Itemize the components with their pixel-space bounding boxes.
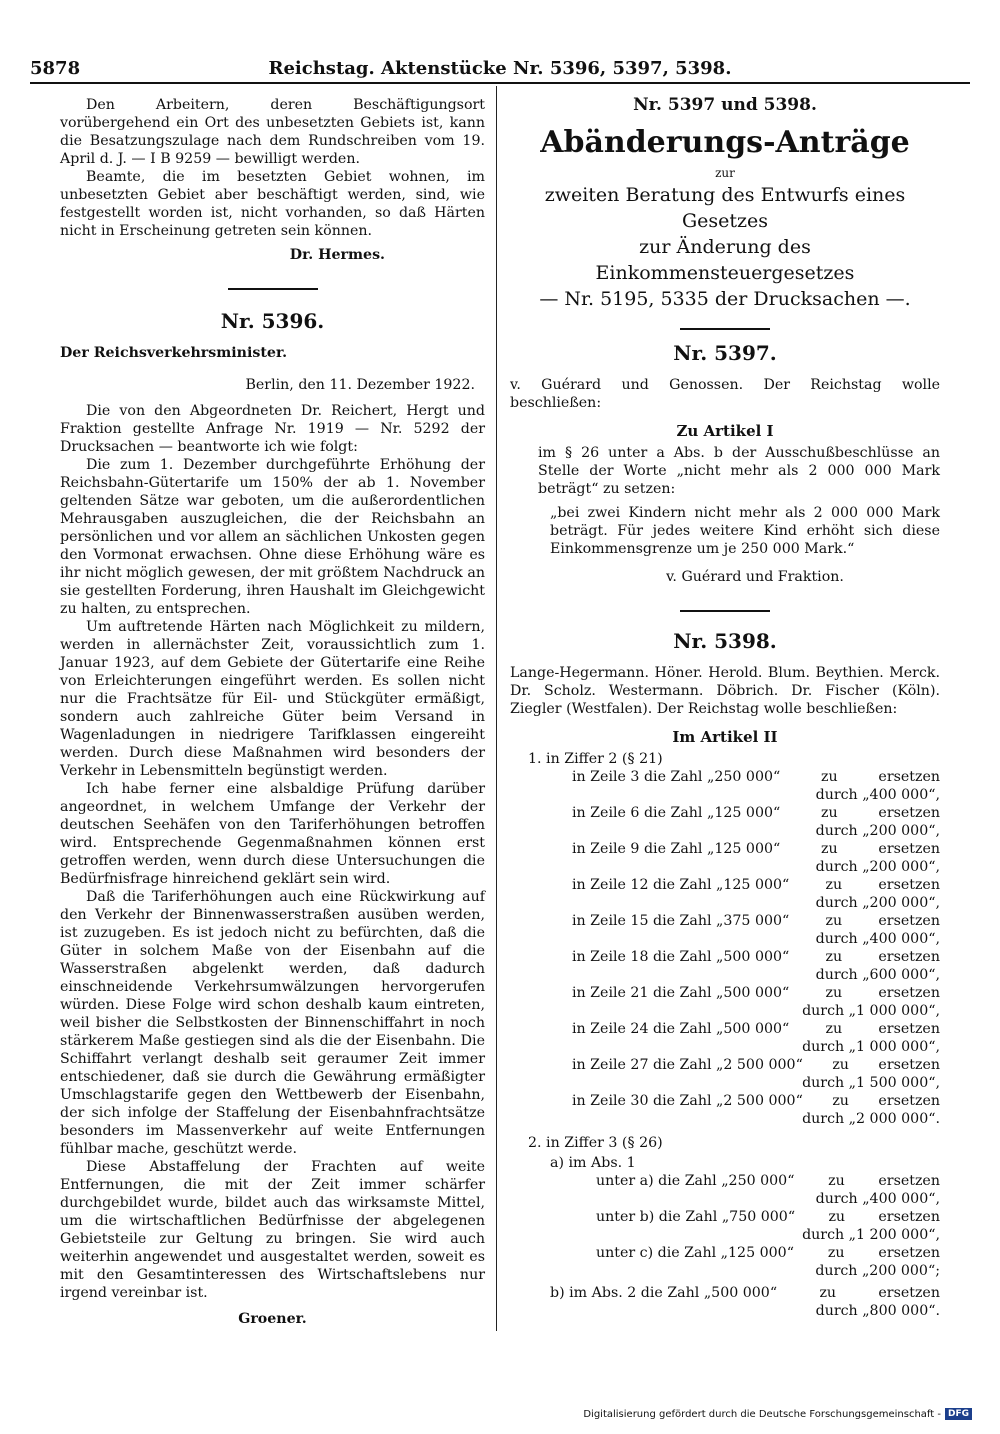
amendment-row-b: zu (821, 769, 838, 785)
amendment-row-c: ersetzen (878, 949, 940, 965)
right-column (510, 96, 940, 1320)
page-number: 5878 (30, 58, 81, 79)
amendment-row-durch: durch „400 000“, (815, 931, 940, 947)
amendment-row-durch: durch „400 000“, (815, 1191, 940, 1207)
section-rule (680, 610, 770, 612)
amendment-row-c: ersetzen (878, 1057, 940, 1073)
date-line: Berlin, den 11. Dezember 1922. (245, 377, 475, 393)
amendment-row-c: ersetzen (878, 985, 940, 1001)
paragraph: Den Arbeitern, deren Beschäftigungsort vorübergehend ein Ort des unbesetzten Gebiets ist, kann die Besatzungszulage nach dem Rundschreiben vom 19. April d. J. — I B 9259 — bewilligt werden. (60, 97, 485, 167)
footer-text: Digitalisierung gefördert durch die Deutsche Forschungsgemeinschaft - (583, 1408, 941, 1420)
amendment-row-a: in Zeile 6 die Zahl „125 000“ (572, 805, 781, 821)
amendment-row (510, 1056, 940, 1092)
amendment-row-b: zu (825, 877, 843, 893)
paragraph: Diese Abstaffelung der Frachten auf weite Entfernungen, die mit der Zeit immer schärfer durchgebildet wurde, bildet auch das wirksamste Mittel, um die wirtschaftlichen Bedürfnisse der abgelegenen Gebietsteile zur Geltung zu bringen. Sie wird auch weiterhin angewendet und ausgestaltet werden, soweit es mit den Gesamtinteressen des Wirtschaftslebens nur irgend vereinbar ist. (60, 1159, 485, 1301)
section-rule (680, 328, 770, 330)
amendment-row-c: ersetzen (878, 877, 940, 893)
title-line-1: zweiten Beratung des Entwurfs eines Gesetzes (544, 184, 906, 232)
heading-nr-5397-5398: Nr. 5397 und 5398. (633, 95, 817, 115)
paragraph: Die zum 1. Dezember durchgeführte Erhöhung der Reichsbahn-Gütertarife um 150% der ab 1. November geltenden Sätze war geboten, um die außerordentlichen Mehrausgaben auszugleichen, die der Reichsbahn an persönlichen und vor allem an sächlichen Unkosten gegen den Vormonat erwachsen. Ohne diese Erhöhung wäre es ihr nicht möglich gewesen, der mit größtem Nachdruck an sie gestellten Forderung, ihren Haushalt im Gleichgewicht zu halten, zu entsprechen. (60, 457, 485, 617)
amendment-row (510, 768, 940, 804)
item-2a: a) im Abs. 1 (550, 1155, 636, 1171)
amendment-row-durch: durch „1 200 000“, (802, 1227, 940, 1243)
amendment-row-c: ersetzen (878, 769, 940, 785)
amendment-row-durch: durch „200 000“; (815, 1263, 940, 1279)
amendment-row-a: in Zeile 24 die Zahl „500 000“ (572, 1021, 790, 1037)
amendment-row-a: in Zeile 27 die Zahl „2 500 000“ (572, 1057, 803, 1073)
amendment-row-durch: durch „2 000 000“. (802, 1111, 940, 1127)
dfg-logo: DFG (945, 1408, 972, 1420)
amendment-row (510, 948, 940, 984)
amendment-row (510, 876, 940, 912)
amendment-row-a: in Zeile 9 die Zahl „125 000“ (572, 841, 781, 857)
amendment-row-b: zu (828, 1173, 845, 1189)
amendment-row-c: ersetzen (878, 1245, 940, 1261)
amendment-row-c: ersetzen (878, 1093, 940, 1109)
amendment-row-a: unter c) die Zahl „125 000“ (596, 1245, 794, 1261)
amendment-row-b: zu (825, 985, 843, 1001)
amendment-row (510, 1092, 940, 1128)
page-header (30, 50, 970, 84)
amendment-row-durch: durch „400 000“, (815, 787, 940, 803)
signature-groener: Groener. (238, 1311, 307, 1327)
motion-intro-5397: v. Guérard und Genossen. Der Reichstag wolle beschließen: (510, 377, 940, 411)
amendment-row-c: ersetzen (878, 805, 940, 821)
amendment-row-a: in Zeile 30 die Zahl „2 500 000“ (572, 1093, 803, 1109)
paragraph: Ich habe ferner eine alsbaldige Prüfung darüber angeordnet, in welchem Umfange der Verkehr der deutschen Seehäfen von den Tariferhöhungen betroffen wird. Entsprechende Gegenmaßnahmen können erst getroffen werden, wenn durch diese Untersuchungen die Bedürfnisfrage hinreichend geklärt sein wird. (60, 781, 485, 887)
amendment-row-a: unter a) die Zahl „250 000“ (596, 1173, 795, 1189)
amendment-row-c: ersetzen (878, 1209, 940, 1225)
amendment-row (510, 1020, 940, 1056)
amendment-row-a: in Zeile 18 die Zahl „500 000“ (572, 949, 790, 965)
amendment-row-b: zu (832, 1057, 849, 1073)
paragraph: Um auftretende Härten nach Möglichkeit zu mildern, werden in allernächster Zeit, voraussichtlich zum 1. Januar 1923, auf dem Gebiete der Gütertarife eine Reihe von Erleichterungen eingeführt werden. Es sollen nicht nur die Frachtsätze für Eil- und Stückgüter ermäßigt, sondern auch zahlreiche Güter beim Versand in Wagenladungen in niedrigere Tarifklassen eingereiht werden. Durch diese Maßnahmen wird besonders der Verkehr in Lebensmitteln begünstigt werden. (60, 619, 485, 779)
item-2b-text: b) im Abs. 2 die Zahl „500 000“ (550, 1285, 778, 1301)
title-line-3: — Nr. 5195, 5335 der Drucksachen —. (539, 288, 911, 310)
heading-artikel-1: Zu Artikel I (676, 422, 774, 440)
amendment-row-a: unter b) die Zahl „750 000“ (596, 1209, 796, 1225)
amendment-row-b: zu (827, 1245, 845, 1261)
paragraph: Die von den Abgeordneten Dr. Reichert, Hergt und Fraktion gestellte Anfrage Nr. 1919 — Nr. 5292 der Drucksachen — beantworte ich wie folgt: (60, 403, 485, 455)
amendment-row-durch: durch „200 000“, (815, 895, 940, 911)
amendment-row-durch: durch „200 000“, (815, 859, 940, 875)
signature-guerard: v. Guérard und Fraktion. (666, 569, 844, 585)
title-zur: zur (715, 166, 735, 180)
amendment-row-b: zu (825, 949, 843, 965)
amendment-row-b: zu (832, 1093, 849, 1109)
zeile-list (510, 768, 940, 1128)
amendment-row-durch: durch „200 000“, (815, 823, 940, 839)
amendment-row-a: in Zeile 21 die Zahl „500 000“ (572, 985, 790, 1001)
amendment-row-b: zu (828, 1209, 846, 1225)
amendment-row-c: ersetzen (878, 1021, 940, 1037)
section-rule (228, 288, 318, 290)
digitization-footer (583, 1408, 972, 1420)
amendment-row-a: in Zeile 12 die Zahl „125 000“ (572, 877, 790, 893)
amendment-row (510, 804, 940, 840)
column-divider (496, 86, 497, 1331)
item-2b (510, 1284, 940, 1320)
amendment-row-b: zu (821, 841, 838, 857)
amendment-row-durch: durch „1 000 000“, (802, 1039, 940, 1055)
amendment-row-durch: durch „1 000 000“, (802, 1003, 940, 1019)
motion-intro-5398: Lange-Hegermann. Höner. Herold. Blum. Beythien. Merck. Dr. Scholz. Westermann. Döbrich. Dr. Fischer (Köln). Ziegler (Westfalen). Der Reichstag wolle beschließen: (510, 665, 940, 717)
heading-nr-5397: Nr. 5397. (673, 341, 777, 365)
running-title: Reichstag. Aktenstücke Nr. 5396, 5397, 5398. (268, 58, 732, 79)
amendment-row-durch: durch „600 000“, (815, 967, 940, 983)
amendment-row-a: in Zeile 15 die Zahl „375 000“ (572, 913, 790, 929)
item-2: 2. in Ziffer 3 (§ 26) (528, 1135, 663, 1151)
unter-list (510, 1172, 940, 1280)
ministry-heading: Der Reichsverkehrsminister. (60, 345, 288, 361)
amendment-row (510, 1172, 940, 1208)
item-2b-durch: durch „800 000“. (815, 1303, 940, 1319)
document-title: Abänderungs-Anträge (540, 125, 910, 160)
amendment-row-b: zu (825, 1021, 843, 1037)
left-column (60, 96, 485, 1328)
amendment-row (510, 1244, 940, 1280)
amendment-row-c: ersetzen (878, 841, 940, 857)
amendment-row-b: zu (825, 913, 843, 929)
item-2b-zu: zu (819, 1285, 837, 1301)
heading-nr-5396: Nr. 5396. (220, 309, 325, 333)
amendment-row-durch: durch „1 500 000“, (802, 1075, 940, 1091)
amendment-row (510, 1208, 940, 1244)
amendment-quote-5397: „bei zwei Kindern nicht mehr als 2 000 000 Mark beträgt. Für jedes weitere Kind erhöht sich diese Einkommensgrenze um je 250 000 Mark.“ (550, 505, 940, 557)
amendment-row-c: ersetzen (878, 1173, 940, 1189)
amendment-row-c: ersetzen (878, 913, 940, 929)
amendment-row (510, 984, 940, 1020)
amendment-row (510, 912, 940, 948)
title-line-2: zur Änderung des Einkommensteuergesetzes (595, 236, 855, 284)
amendment-row-b: zu (821, 805, 838, 821)
amendment-row (510, 840, 940, 876)
paragraph: Daß die Tariferhöhungen auch eine Rückwirkung auf den Verkehr der Binnenwasserstraßen ausüben werden, ist zuzugeben. Es ist jedoch nicht zu befürchten, daß die Güter in solchem Maße von der Eisenbahn auf die Wasserstraßen abgelenkt werden, daß dadurch einschneidende Verkehrsumwälzungen hervorgerufen würden. Diese Folge wird schon deshalb kaum eintreten, weil bisher die Selbstkosten der Binnenschiffahrt in noch stärkerem Maße gestiegen sind als die der Eisenbahn. Die Schiffahrt verlangt deshalb seit geraumer Zeit immer entschiedener, daß sie durch die Gewährung ermäßigter Umschlagstarife gegen den Wettbewerb der Eisenbahn, der sich infolge der Staffelung der Eisenbahnfrachtsätze besonders im Massenverkehr auf weite Entfernungen fühlbar mache, geschützt werde. (60, 889, 485, 1157)
header-rule (30, 82, 970, 84)
amendment-row-a: in Zeile 3 die Zahl „250 000“ (572, 769, 781, 785)
amendment-text-5397: im § 26 unter a Abs. b der Ausschußbeschlüsse an Stelle der Worte „nicht mehr als 2 000 000 Mark beträgt“ zu setzen: (538, 445, 940, 497)
heading-artikel-2: Im Artikel II (672, 728, 778, 746)
paragraph: Beamte, die im besetzten Gebiet wohnen, im unbesetzten Gebiet aber beschäftigt werden, sind, wie festgestellt worden ist, nicht vorhanden, so daß Härten nicht in Erscheinung getreten sein können. (60, 169, 485, 239)
item-1: 1. in Ziffer 2 (§ 21) (528, 751, 663, 767)
heading-nr-5398: Nr. 5398. (673, 629, 777, 653)
signature-hermes: Dr. Hermes. (289, 247, 385, 263)
item-2b-ersetzen: ersetzen (878, 1285, 940, 1301)
